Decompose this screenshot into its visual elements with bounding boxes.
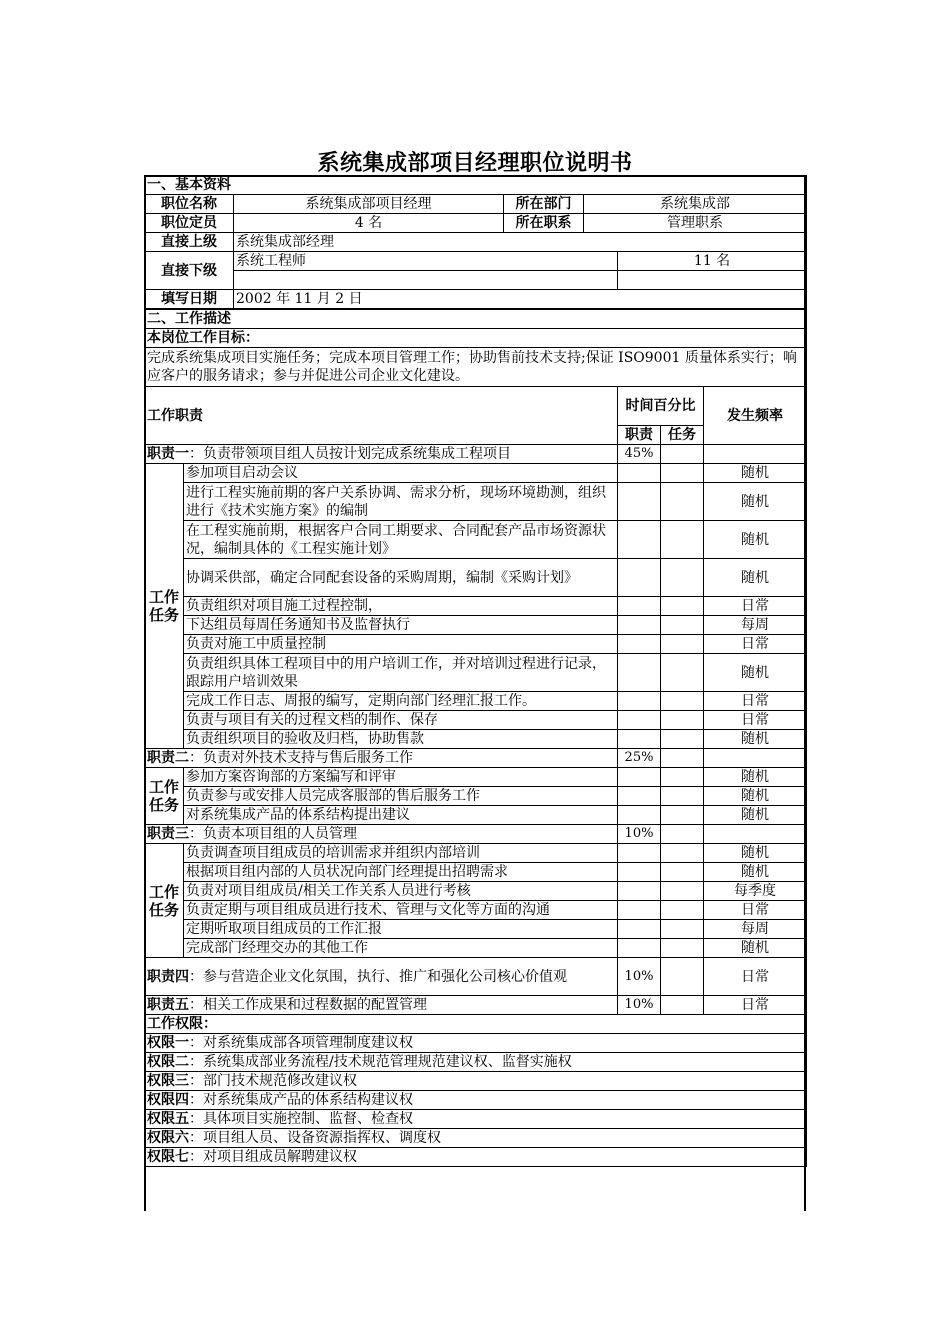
section-work-heading: 二、工作描述 — [145, 309, 807, 329]
task-freq: 日常 — [704, 711, 807, 730]
task-row: 负责组织项目的验收及归档，协助售款 — [184, 730, 618, 749]
authority-row: 权限四：对系统集成产品的体系结构建议权 — [145, 1091, 807, 1110]
task-row: 负责参与或安排人员完成客服部的售后服务工作 — [184, 787, 618, 806]
task-freq: 随机 — [704, 939, 807, 958]
task-freq: 随机 — [704, 483, 807, 521]
goal-label: 本岗位工作目标： — [145, 329, 807, 348]
task-freq: 随机 — [704, 787, 807, 806]
task-freq: 随机 — [704, 464, 807, 483]
task-task-pct — [661, 730, 704, 749]
authority-heading: 工作权限： — [145, 1015, 807, 1034]
task-duty-pct — [618, 711, 661, 730]
task-row: 负责定期与项目组成员进行技术、管理与文化等方面的沟通 — [184, 901, 618, 920]
duty-pct: 10% — [618, 825, 661, 844]
task-duty-pct — [618, 844, 661, 863]
task-row: 负责组织对项目施工过程控制， — [184, 597, 618, 616]
task-pct-cell — [661, 996, 704, 1015]
section-basic-heading: 一、基本资料 — [145, 176, 807, 195]
task-freq: 随机 — [704, 521, 807, 559]
task-freq: 随机 — [704, 654, 807, 692]
task-duty-pct — [618, 730, 661, 749]
task-duty-pct — [618, 559, 661, 597]
date-label: 填写日期 — [145, 290, 234, 310]
page-title: 系统集成部项目经理职位说明书 — [317, 151, 633, 176]
task-freq: 随机 — [704, 559, 807, 597]
duty-freq — [704, 749, 807, 768]
category-value: 管理职系 — [584, 214, 807, 233]
task-row: 在工程实施前期，根据客户合同工期要求、合同配套产品市场资源状况，编制具体的《工程实施计划》 — [184, 521, 618, 559]
task-row: 负责对施工中质量控制 — [184, 635, 618, 654]
task-duty-pct — [618, 654, 661, 692]
task-task-pct — [661, 939, 704, 958]
dept-label: 所在部门 — [504, 195, 584, 214]
task-duty-pct — [618, 635, 661, 654]
task-task-pct — [661, 768, 704, 787]
duties-header: 工作职责 — [145, 387, 618, 445]
task-row: 负责与项目有关的过程文档的制作、保存 — [184, 711, 618, 730]
superior-label: 直接上级 — [145, 233, 234, 252]
task-task-pct — [661, 597, 704, 616]
duty-pct: 25% — [618, 749, 661, 768]
task-row: 参加项目启动会议 — [184, 464, 618, 483]
duty-pct: 10% — [618, 996, 661, 1015]
duty-pct: 10% — [618, 958, 661, 996]
task-task-pct — [661, 882, 704, 901]
task-duty-pct — [618, 901, 661, 920]
task-group-label: 工作任务 — [145, 768, 184, 825]
task-duty-pct — [618, 787, 661, 806]
task-freq: 随机 — [704, 730, 807, 749]
task-task-pct — [661, 806, 704, 825]
duty-freq: 日常 — [704, 958, 807, 996]
task-pct-cell — [661, 445, 704, 464]
subordinate-empty-cell — [234, 271, 618, 290]
subordinate-count: 11 名 — [618, 252, 807, 271]
task-task-pct — [661, 787, 704, 806]
authority-row: 权限二：系统集成部业务流程/技术规范管理规范建议权、监督实施权 — [145, 1053, 807, 1072]
task-freq: 日常 — [704, 692, 807, 711]
job-table — [144, 175, 807, 1167]
task-duty-pct — [618, 863, 661, 882]
date-value: 2002 年 11 月 2 日 — [234, 290, 807, 310]
task-task-pct — [661, 863, 704, 882]
task-duty-pct — [618, 939, 661, 958]
task-freq: 每周 — [704, 920, 807, 939]
dept-value: 系统集成部 — [584, 195, 807, 214]
task-task-pct — [661, 616, 704, 635]
task-row: 完成工作日志、周报的编写，定期向部门经理汇报工作。 — [184, 692, 618, 711]
task-duty-pct — [618, 483, 661, 521]
job-title-label: 职位名称 — [145, 195, 234, 214]
category-label: 所在职系 — [504, 214, 584, 233]
job-title-value: 系统集成部项目经理 — [234, 195, 504, 214]
task-task-pct — [661, 711, 704, 730]
task-task-pct — [661, 920, 704, 939]
duty-row: 职责四：参与营造企业文化氛围，执行、推广和强化公司核心价值观 — [145, 958, 618, 996]
task-freq: 随机 — [704, 844, 807, 863]
duty-pct: 45% — [618, 445, 661, 464]
duty-row: 职责一：负责带领项目组人员按计划完成系统集成工程项目 — [145, 445, 618, 464]
task-freq: 日常 — [704, 901, 807, 920]
task-task-pct — [661, 635, 704, 654]
authority-row: 权限一：对系统集成部各项管理制度建议权 — [145, 1034, 807, 1053]
task-pct-cell — [661, 958, 704, 996]
task-duty-pct — [618, 882, 661, 901]
task-row: 对系统集成产品的体系结构提出建议 — [184, 806, 618, 825]
task-row: 下达组员每周任务通知书及监督执行 — [184, 616, 618, 635]
time-duty-header: 职责 — [618, 426, 661, 445]
task-freq: 每周 — [704, 616, 807, 635]
task-row: 负责调查项目组成员的培训需求并组织内部培训 — [184, 844, 618, 863]
task-freq: 随机 — [704, 768, 807, 787]
superior-value: 系统集成部经理 — [234, 233, 807, 252]
freq-header: 发生频率 — [704, 387, 807, 445]
subordinate-value: 系统工程师 — [234, 252, 618, 271]
task-freq: 随机 — [704, 863, 807, 882]
task-pct-cell — [661, 749, 704, 768]
task-row: 负责对项目组成员/相关工作关系人员进行考核 — [184, 882, 618, 901]
task-task-pct — [661, 692, 704, 711]
authority-row: 权限七：对项目组成员解聘建议权 — [145, 1148, 807, 1167]
task-row: 协调采供部，确定合同配套设备的采购周期，编制《采购计划》 — [184, 559, 618, 597]
task-row: 根据项目组内部的人员状况向部门经理提出招聘需求 — [184, 863, 618, 882]
task-row: 定期听取项目组成员的工作汇报 — [184, 920, 618, 939]
task-group-label: 工作任务 — [145, 464, 184, 749]
duty-row: 职责二：负责对外技术支持与售后服务工作 — [145, 749, 618, 768]
task-duty-pct — [618, 920, 661, 939]
task-row: 参加方案咨询部的方案编写和评审 — [184, 768, 618, 787]
task-duty-pct — [618, 521, 661, 559]
headcount-label: 职位定员 — [145, 214, 234, 233]
task-group-label: 工作任务 — [145, 844, 184, 958]
task-freq: 日常 — [704, 597, 807, 616]
authority-row: 权限六：项目组人员、设备资源指挥权、调度权 — [145, 1129, 807, 1148]
subordinate-empty-count — [618, 271, 807, 290]
task-freq: 随机 — [704, 806, 807, 825]
task-duty-pct — [618, 768, 661, 787]
task-pct-cell — [661, 825, 704, 844]
goal-text: 完成系统集成项目实施任务；完成本项目管理工作；协助售前技术支持;保证 ISO9001 质量体系实行；响应客户的服务请求；参与并促进公司企业文化建设。 — [145, 348, 807, 387]
task-task-pct — [661, 559, 704, 597]
duty-row: 职责三：负责本项目组的人员管理 — [145, 825, 618, 844]
task-duty-pct — [618, 597, 661, 616]
duty-freq — [704, 445, 807, 464]
authority-row: 权限三：部门技术规范修改建议权 — [145, 1072, 807, 1091]
time-task-header: 任务 — [661, 426, 704, 445]
task-row: 进行工程实施前期的客户关系协调、需求分析，现场环境勘测，组织进行《技术实施方案》的编制 — [184, 483, 618, 521]
task-task-pct — [661, 654, 704, 692]
task-row: 完成部门经理交办的其他工作 — [184, 939, 618, 958]
task-task-pct — [661, 483, 704, 521]
task-task-pct — [661, 464, 704, 483]
authority-row: 权限五：具体项目实施控制、监督、检查权 — [145, 1110, 807, 1129]
time-pct-header: 时间百分比 — [618, 387, 704, 426]
task-duty-pct — [618, 692, 661, 711]
task-duty-pct — [618, 616, 661, 635]
duty-freq — [704, 825, 807, 844]
task-row: 负责组织具体工程项目中的用户培训工作，并对培训过程进行记录，跟踪用户培训效果 — [184, 654, 618, 692]
duty-row: 职责五：相关工作成果和过程数据的配置管理 — [145, 996, 618, 1015]
task-duty-pct — [618, 464, 661, 483]
job-description-document — [144, 175, 806, 1167]
headcount-value: 4 名 — [234, 214, 504, 233]
task-freq: 日常 — [704, 635, 807, 654]
task-task-pct — [661, 521, 704, 559]
task-duty-pct — [618, 806, 661, 825]
subordinate-label: 直接下级 — [145, 252, 234, 290]
task-task-pct — [661, 901, 704, 920]
task-freq: 每季度 — [704, 882, 807, 901]
duty-freq: 日常 — [704, 996, 807, 1015]
task-task-pct — [661, 844, 704, 863]
